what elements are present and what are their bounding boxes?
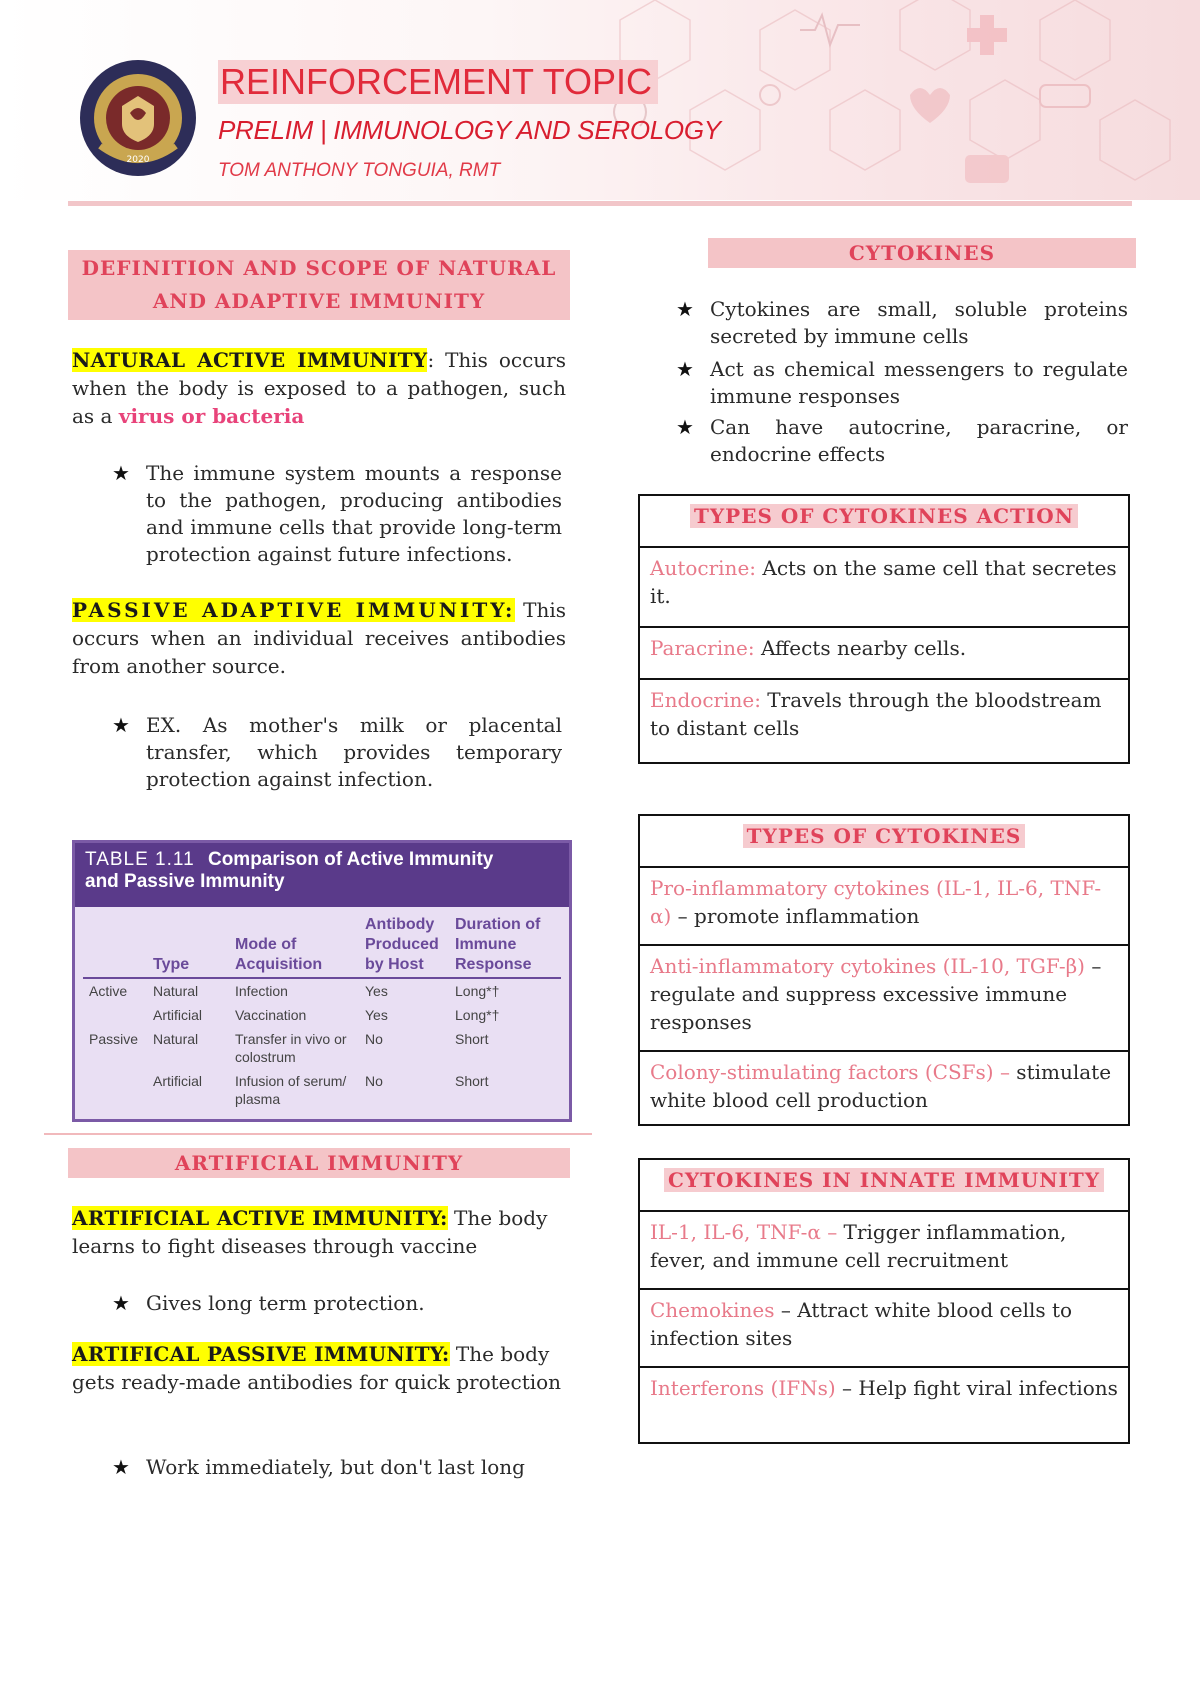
figure-header <box>75 843 569 907</box>
star-bullet-icon: ★ <box>676 415 694 439</box>
natural-active-label: NATURAL ACTIVE IMMUNITY <box>72 348 428 372</box>
table-cell: No <box>365 1031 383 1047</box>
page-title: REINFORCEMENT TOPIC <box>218 60 658 104</box>
table-cell: Artificial <box>153 1007 203 1023</box>
virus-bacteria-text: virus or bacteria <box>118 404 305 428</box>
term-label: Endocrine: <box>650 688 761 712</box>
term-text: – Help fight viral infections <box>835 1376 1118 1400</box>
author-name: TOM ANTHONY TONGUIA, RMT <box>218 160 501 181</box>
term-text: Trigger inflammation, fever, and immune cell recruitment <box>650 1220 1067 1272</box>
term-text: Acts on the same cell that secretes it. <box>650 556 1117 608</box>
star-bullet-icon: ★ <box>112 461 130 485</box>
column-header <box>83 913 147 978</box>
term-label: Interferons (IFNs) <box>650 1376 836 1400</box>
star-bullet-icon: ★ <box>112 1291 130 1315</box>
passive-adaptive-paragraph <box>72 596 566 680</box>
table-row <box>83 1027 561 1069</box>
table-heading-text: TYPES OF CYTOKINES <box>743 824 1026 848</box>
cytokines-section-heading: CYTOKINES <box>708 238 1136 268</box>
table-row <box>640 868 1128 946</box>
artificial-active-label: ARTIFICIAL ACTIVE IMMUNITY: <box>72 1206 448 1230</box>
table-cell: Artificial <box>153 1073 203 1089</box>
table-cell: Long*† <box>455 983 500 999</box>
artificial-active-paragraph <box>72 1204 566 1260</box>
cytokine-types-table <box>638 814 1130 1126</box>
table-row <box>640 1290 1128 1368</box>
term-label: Chemokines <box>650 1298 775 1322</box>
bullet-text: Cytokines are small, soluble proteins secreted by immune cells <box>710 297 1128 348</box>
artificial-active-text: The body learns to fight diseases through vaccine <box>72 1206 548 1258</box>
bullet-text: Act as chemical messengers to regulate immune responses <box>710 357 1128 408</box>
term-label: Anti-inflammatory cytokines (IL-10, TGF-β) <box>650 954 1085 978</box>
cytokine-bullet <box>676 414 1128 468</box>
natural-active-paragraph <box>72 346 566 430</box>
table-cell: Yes <box>365 1007 388 1023</box>
star-bullet-icon: ★ <box>112 713 130 737</box>
table-row <box>640 1052 1128 1120</box>
artificial-passive-paragraph <box>72 1340 566 1396</box>
header-divider <box>68 201 1132 206</box>
artificial-passive-text: The body gets ready-made antibodies for quick protection <box>72 1342 562 1394</box>
bullet-text: Can have autocrine, paracrine, or endocrine effects <box>710 415 1128 466</box>
table-heading-text: TYPES OF CYTOKINES ACTION <box>690 504 1078 528</box>
term-label: Autocrine: <box>650 556 757 580</box>
term-text: Travels through the bloodstream to distant cells <box>650 688 1102 740</box>
comparison-table <box>83 913 561 1111</box>
term-text: – regulate and suppress excessive immune responses <box>650 954 1102 1034</box>
column-header: Type <box>147 913 229 978</box>
innate-cytokines-table <box>638 1158 1130 1444</box>
figure-title-line-1: Comparison of Active Immunity <box>207 849 494 870</box>
table-cell: Natural <box>153 1031 199 1047</box>
table-heading-text: CYTOKINES IN INNATE IMMUNITY <box>664 1168 1104 1192</box>
artificial-active-bullet <box>112 1290 562 1317</box>
table-row <box>83 1003 561 1027</box>
cytokine-bullet <box>676 296 1128 350</box>
bullet-text: EX. As mother's milk or placental transfer, which provides temporary protection against infection. <box>146 713 562 791</box>
column-header: Duration of Immune Response <box>449 913 561 978</box>
star-bullet-icon: ★ <box>676 297 694 321</box>
table-cell: Yes <box>365 983 388 999</box>
table-heading <box>640 1160 1128 1212</box>
term-label: Paracrine: <box>650 636 755 660</box>
table-cell: Short <box>455 1031 489 1047</box>
table-row <box>640 946 1128 1052</box>
definition-section-heading: DEFINITION AND SCOPE OF NATURAL AND ADAPTIVE IMMUNITY <box>68 250 570 320</box>
table-row <box>83 978 561 1003</box>
passive-adaptive-text: This occurs when an individual receives antibodies from another source. <box>72 598 566 678</box>
page-subtitle: PRELIM | IMMUNOLOGY AND SEROLOGY <box>218 115 721 145</box>
table-row <box>640 1212 1128 1290</box>
natural-active-bullet <box>112 460 562 568</box>
table-cell <box>83 1003 147 1027</box>
table-cell: Infusion of serum/ plasma <box>235 1073 347 1107</box>
section-divider <box>44 1133 592 1135</box>
table-cell: Long*† <box>455 1007 500 1023</box>
artificial-passive-label: ARTIFICAL PASSIVE IMMUNITY: <box>72 1342 450 1366</box>
table-row <box>640 680 1128 748</box>
table-heading <box>640 496 1128 548</box>
table-cell: Passive <box>89 1031 139 1047</box>
table-heading <box>640 816 1128 868</box>
star-bullet-icon: ★ <box>676 357 694 381</box>
bullet-text: Gives long term protection. <box>146 1291 425 1315</box>
column-header: Antibody Produced by Host <box>359 913 449 978</box>
cytokine-action-table <box>638 494 1130 764</box>
term-text: Affects nearby cells. <box>754 636 967 660</box>
term-label: Colony-stimulating factors (CSFs) – <box>650 1060 1010 1084</box>
table-cell: Active <box>89 983 128 999</box>
table-cell: Short <box>455 1073 489 1089</box>
term-text: – Attract white blood cells to infection sites <box>650 1298 1073 1350</box>
table-row <box>640 548 1128 628</box>
term-label: IL-1, IL-6, TNF-α – <box>650 1220 838 1244</box>
table-cell: Infection <box>235 983 288 999</box>
college-logo <box>78 58 198 178</box>
natural-active-text: : This occurs when the body is exposed to a pathogen, such as a <box>72 348 566 428</box>
comparison-table-figure <box>72 840 572 1122</box>
bullet-text: Work immediately, but don't last long <box>146 1455 525 1479</box>
table-cell: No <box>365 1073 383 1089</box>
figure-table-label: TABLE 1.11 <box>85 849 195 870</box>
artificial-section-heading: ARTIFICIAL IMMUNITY <box>68 1148 570 1178</box>
star-bullet-icon: ★ <box>112 1455 130 1479</box>
figure-title-line-2: and Passive Immunity <box>85 871 285 892</box>
column-header: Mode of Acquisition <box>229 913 359 978</box>
passive-adaptive-label: PASSIVE ADAPTIVE IMMUNITY: <box>72 598 516 622</box>
table-cell: Natural <box>153 983 199 999</box>
term-label: Pro-inflammatory cytokines (IL-1, IL-6, TNF-α) <box>650 876 1102 928</box>
artificial-passive-bullet <box>112 1454 586 1481</box>
table-row <box>640 628 1128 680</box>
cytokine-bullet <box>676 356 1128 410</box>
table-row <box>640 1368 1128 1408</box>
passive-adaptive-bullet <box>112 712 562 793</box>
table-row <box>83 1069 561 1111</box>
svg-text:2020: 2020 <box>126 155 150 165</box>
table-cell: Vaccination <box>235 1007 307 1023</box>
table-header-row <box>83 913 561 978</box>
table-cell: Transfer in vivo or colostrum <box>235 1031 347 1065</box>
table-cell <box>83 1069 147 1111</box>
bullet-text: The immune system mounts a response to the pathogen, producing antibodies and immune cells that provide long-term protection against future infections. <box>146 461 562 566</box>
term-text: – promote inflammation <box>671 904 920 928</box>
term-text: stimulate white blood cell production <box>650 1060 1112 1112</box>
